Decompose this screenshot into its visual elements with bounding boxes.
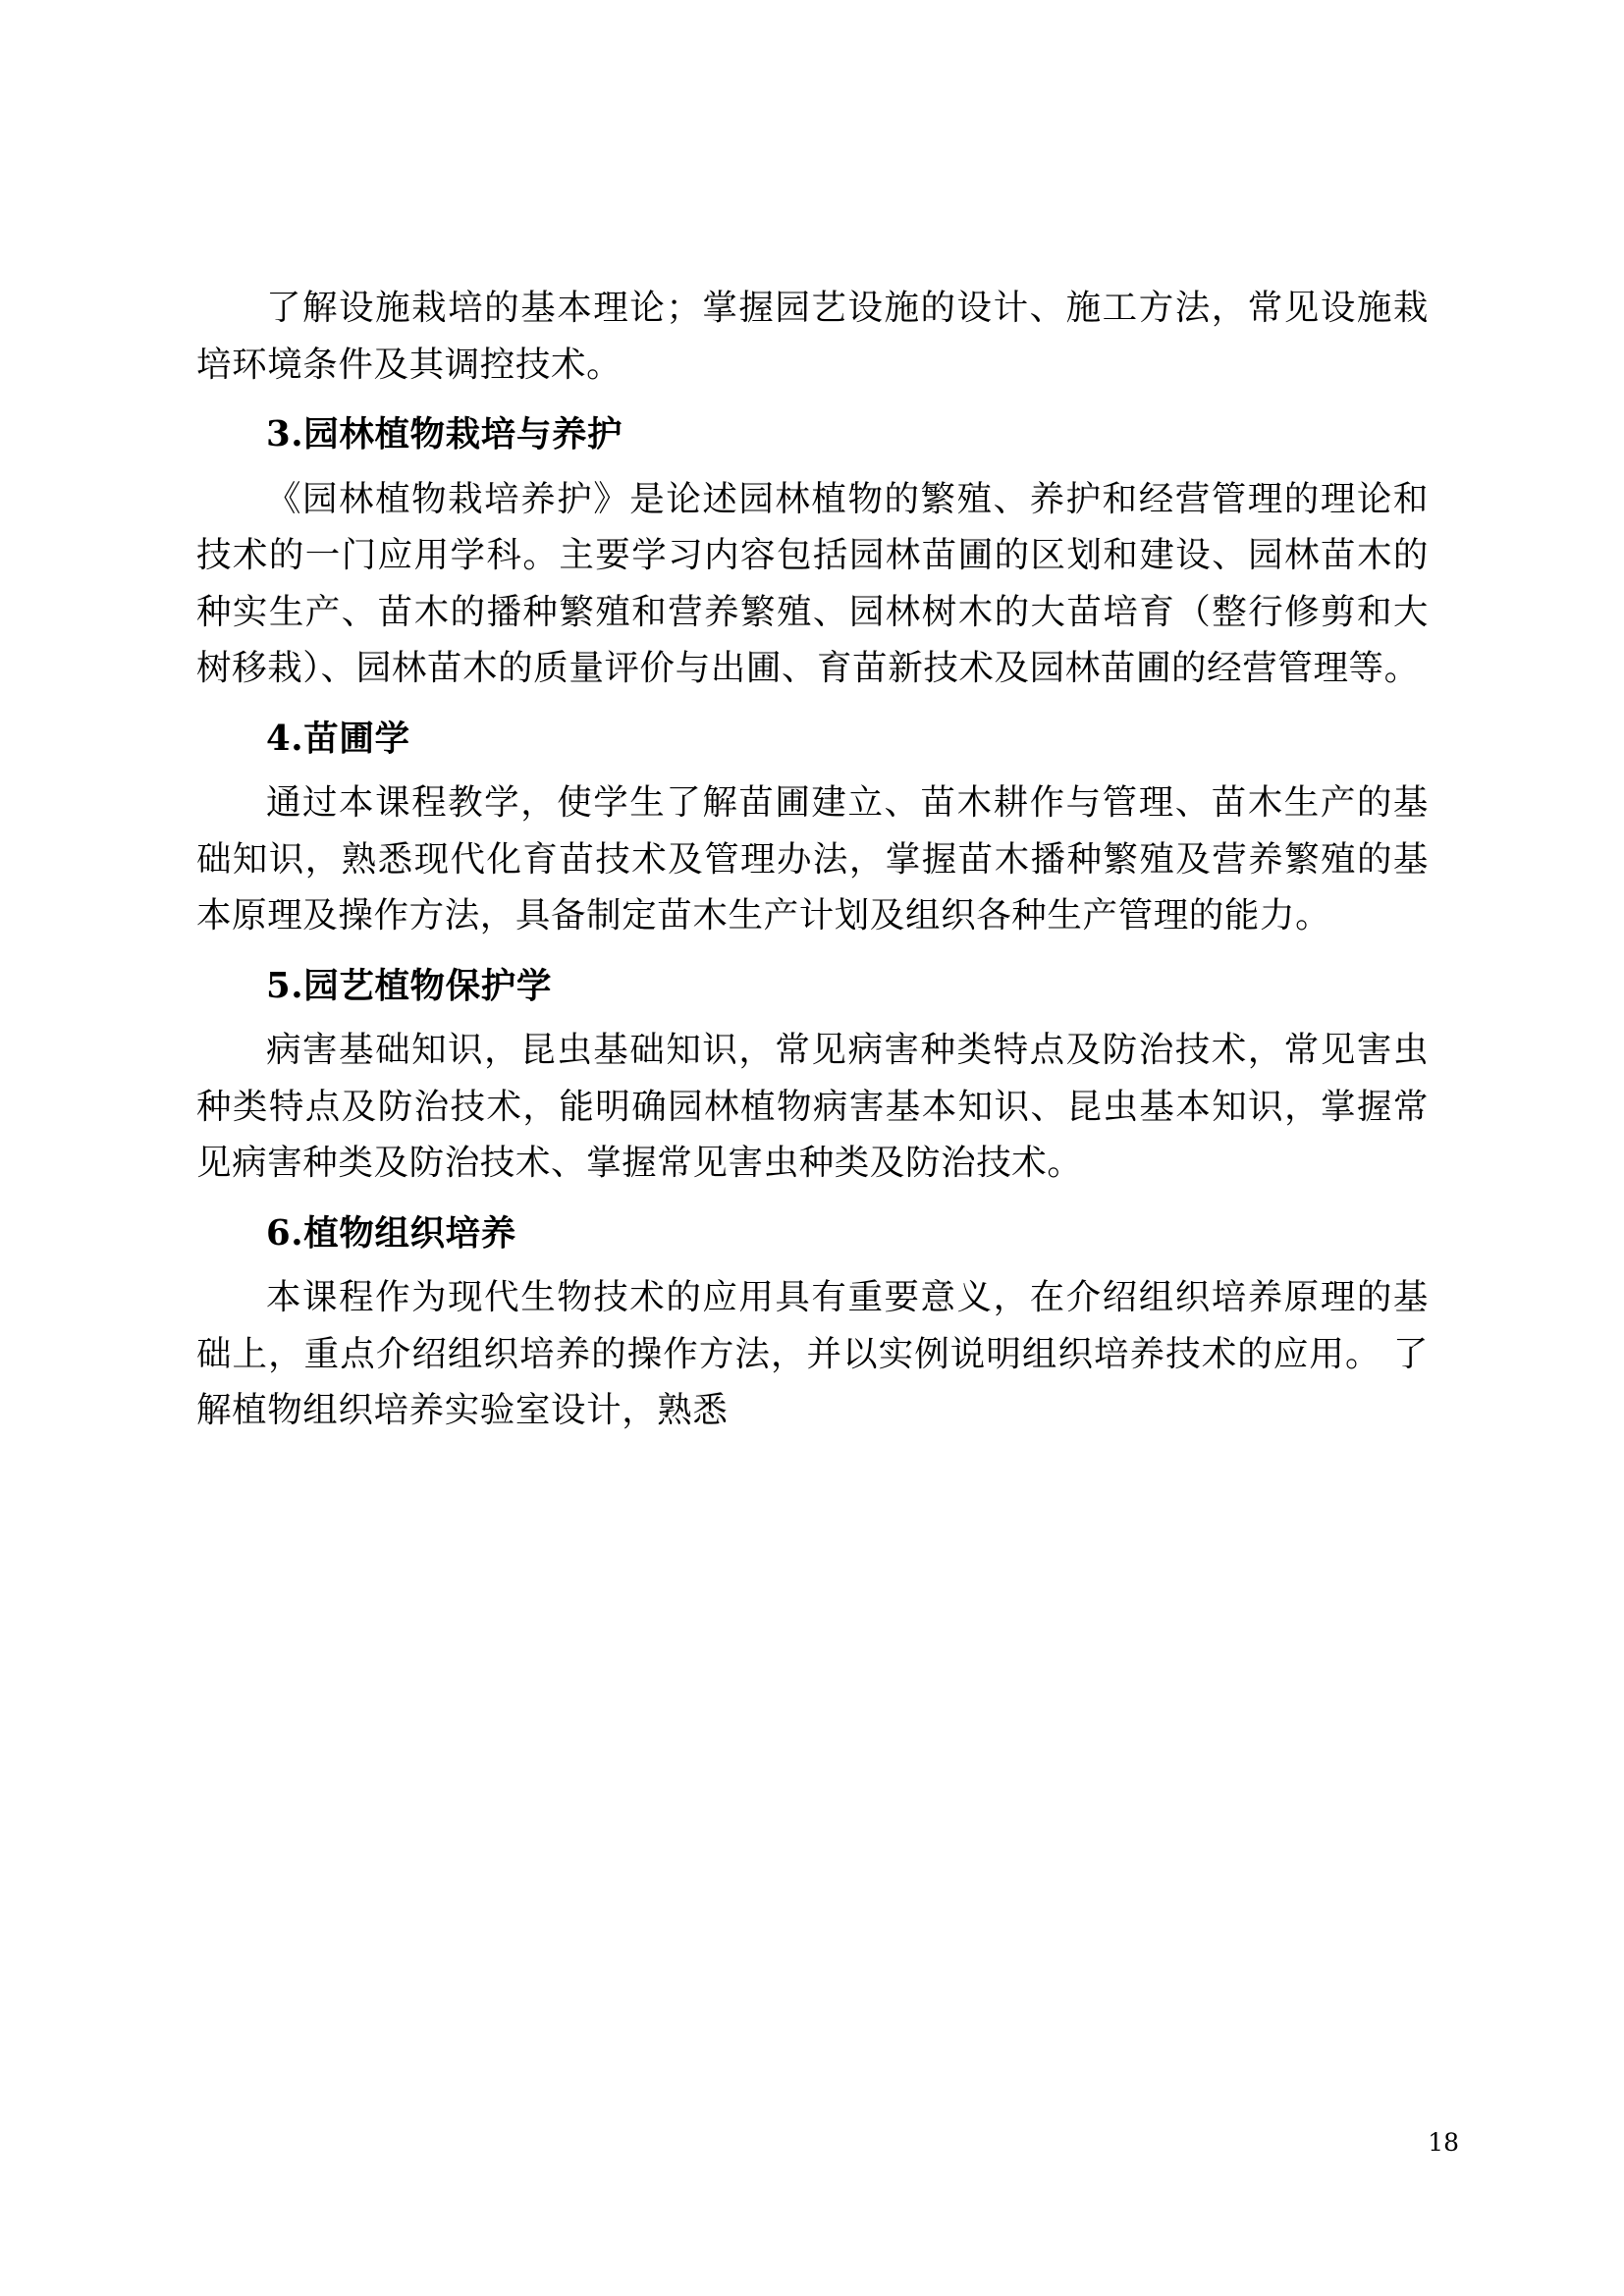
paragraph-landscape-plant-cultivation: 《园林植物栽培养护》是论述园林植物的繁殖、养护和经营管理的理论和技术的一门应用学科。主要学习内容包括园林苗圃的区划和建设、园林苗木的种实生产、苗木的播种繁殖和营养繁殖、园林树木的大苗培育（整行修剪和大树移栽）、园林苗木的质量评价与出圃、育苗新技术及园林苗圃的经营管理等。 [196, 478, 1429, 688]
heading-4-nursery-studies: 4.苗圃学 [266, 718, 410, 759]
paragraph-intro: 了解设施栽培的基本理论；掌握园艺设施的设计、施工方法，常见设施栽培环境条件及其调控技术。 [196, 288, 1429, 385]
paragraph-nursery-studies: 通过本课程教学，使学生了解苗圃建立、苗木耕作与管理、苗木生产的基础知识，熟悉现代化育苗技术及管理办法，掌握苗木播种繁殖及营养繁殖的基本原理及操作方法，具备制定苗木生产计划及组织各种生产管理的能力。 [196, 782, 1429, 935]
heading-5-horticultural-plant-protection: 5.园艺植物保护学 [266, 965, 552, 1006]
paragraph-horticultural-plant-protection: 病害基础知识，昆虫基础知识，常见病害种类特点及防治技术，常见害虫种类特点及防治技术，能明确园林植物病害基本知识、昆虫基本知识，掌握常见病害种类及防治技术、掌握常见害虫种类及防治技术。 [196, 1030, 1429, 1183]
paragraph-plant-tissue-culture: 本课程作为现代生物技术的应用具有重要意义，在介绍组织培养原理的基础上，重点介绍组织培养的操作方法，并以实例说明组织培养技术的应用。 了解植物组织培养实验室设计，熟悉 [196, 1277, 1429, 1430]
heading-6-plant-tissue-culture: 6.植物组织培养 [266, 1212, 516, 1254]
page-content [196, 280, 1429, 1443]
page-number: 18 [1428, 2128, 1459, 2157]
heading-3-landscape-plant-cultivation: 3.园林植物栽培与养护 [266, 414, 623, 454]
